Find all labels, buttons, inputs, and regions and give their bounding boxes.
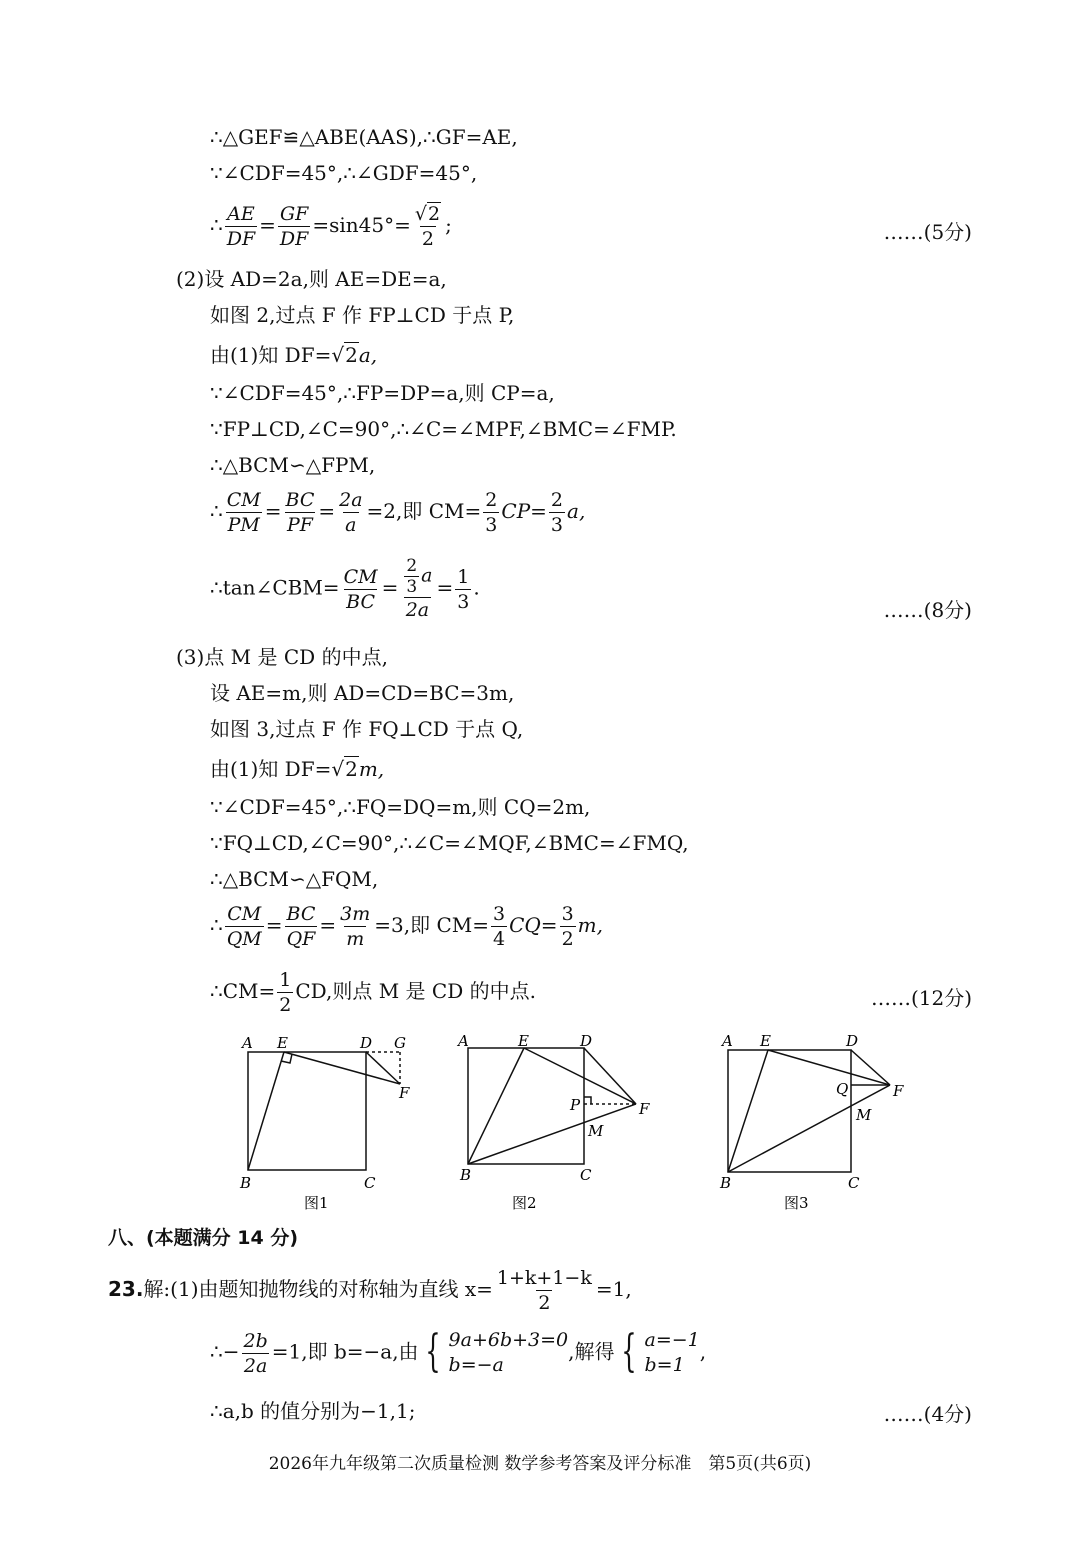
fig1-label-b: B [240,1174,252,1192]
fig2-square [468,1048,584,1164]
part3-line-3: 如图 3,过点 F 作 FQ⊥CD 于点 Q, [210,717,524,741]
fig1-caption: 图1 [304,1194,329,1212]
fraction-gf-df: $\frac{GF}{DF}$ [279,203,309,250]
part2-line-7: ∴ $\frac{CM}{PM}$ = $\frac{BC}{PF}$ = $\frac{2a}{a}$ =2,即 CM= $\frac{2}{3}$ CP= $\frac{2}{3}$ a, [210,489,586,536]
fig3-label-q: Q [836,1080,849,1098]
part3-line-4: 由(1)知 DF=√2m, [210,757,385,781]
fig1-label-g: G [394,1034,406,1052]
fig2-label-c: C [580,1166,592,1184]
part2-line-6: ∴△BCM∽△FPM, [210,453,376,477]
equation-system-1: { 9a+6b+3=0 b=−a [424,1326,569,1377]
q23-line-2: ∴− $\frac{2b}{2a}$ =1,即 b=−a,由 { 9a+6b+3=0 b=−a ,解得 { a=−1 b=1 , [210,1326,707,1377]
part2-line-1: (2)设 AD=2a,则 AE=DE=a, [176,267,447,291]
score-5: ……(5分) [883,220,972,244]
fig1-label-d: D [360,1034,373,1052]
fig3-label-a: A [722,1032,733,1050]
q23-line-1: 23.解:(1)由题知抛物线的对称轴为直线 x= $\frac{1+k+1-k}{2}$ =1, [108,1267,632,1314]
part3-line-8: ∴ $\frac{CM}{QM}$ = $\frac{BC}{QF}$ = $\frac{3m}{m}$ =3,即 CM= $\frac{3}{4}$ CQ= $\frac{3}{2}$ m, [210,903,603,950]
fig2-label-a: A [458,1032,469,1050]
fig3-label-f: F [893,1082,904,1100]
part3-line-1: (3)点 M 是 CD 的中点, [176,645,388,669]
fig3-label-b: B [720,1174,732,1192]
part2-line-3: 由(1)知 DF=√2a, [210,343,378,367]
fig2-label-f: F [639,1100,650,1118]
fig2-label-e: E [518,1032,529,1050]
solution-line-3: ∴ $\frac{AE}{DF}$ = $\frac{GF}{DF}$ =sin45°= $\frac{√2}{2}$ ; [210,203,452,250]
fig2-label-m: M [588,1122,604,1140]
solution-line-2: ∵∠CDF=45°,∴∠GDF=45°, [210,161,478,185]
fig1-label-e: E [277,1034,288,1052]
fig3-caption: 图3 [784,1194,809,1212]
fig2-label-d: D [580,1032,593,1050]
fig3-label-m: M [856,1106,872,1124]
fraction-ae-df: $\frac{AE}{DF}$ [226,203,256,250]
fig2-right-angle [584,1097,591,1104]
fig3-line-ef [768,1050,890,1085]
fraction-sqrt2-2: $\frac{√2}{2}$ [414,203,441,250]
part2-line-5: ∵FP⊥CD,∠C=90°,∴∠C=∠MPF,∠BMC=∠FMP. [210,417,677,441]
score-12: ……(12分) [870,986,972,1010]
score-4: ……(4分) [883,1402,972,1426]
fig3-label-e: E [760,1032,771,1050]
q23-line-3: ∴a,b 的值分别为−1,1; [210,1399,416,1423]
fig1-line-be [248,1052,284,1170]
score-8: ……(8分) [883,598,972,622]
fig3-label-d: D [846,1032,859,1050]
fig3-label-c: C [848,1174,860,1192]
part3-line-9: ∴CM= $\frac{1}{2}$ CD,则点 M 是 CD 的中点. [210,969,536,1016]
part2-line-4: ∵∠CDF=45°,∴FP=DP=a,则 CP=a, [210,381,555,405]
fig2-label-p: P [570,1096,581,1114]
fig1-label-f: F [399,1084,410,1102]
part2-line-8: ∴tan∠CBM= $\frac{CM}{BC}$ = $\frac{2}{3}$ a 2a = $\frac{1}{3}$ . [210,556,480,621]
fig1-label-c: C [364,1174,376,1192]
fig1-label-a: A [242,1034,253,1052]
geometry-figures [0,1020,1080,1220]
fig2-line-df [584,1048,636,1104]
part2-line-2: 如图 2,过点 F 作 FP⊥CD 于点 P, [210,303,515,327]
page-footer: 2026年九年级第二次质量检测 数学参考答案及评分标准 第5页(共6页) [268,1454,812,1474]
compound-fraction: $\frac{2}{3}$ a 2a [405,556,433,621]
part3-line-6: ∵FQ⊥CD,∠C=90°,∴∠C=∠MQF,∠BMC=∠FMQ, [210,831,689,855]
equation-system-2: { a=−1 b=1 [620,1326,700,1377]
section-heading: 八、(本题满分 14 分) [108,1227,299,1249]
part3-line-5: ∵∠CDF=45°,∴FQ=DQ=m,则 CQ=2m, [210,795,591,819]
part3-line-7: ∴△BCM∽△FQM, [210,867,379,891]
part3-line-2: 设 AE=m,则 AD=CD=BC=3m, [210,681,515,705]
fig2-label-b: B [460,1166,472,1184]
solution-line-1: ∴△GEF≌△ABE(AAS),∴GF=AE, [210,125,518,149]
fig2-caption: 图2 [512,1194,537,1212]
